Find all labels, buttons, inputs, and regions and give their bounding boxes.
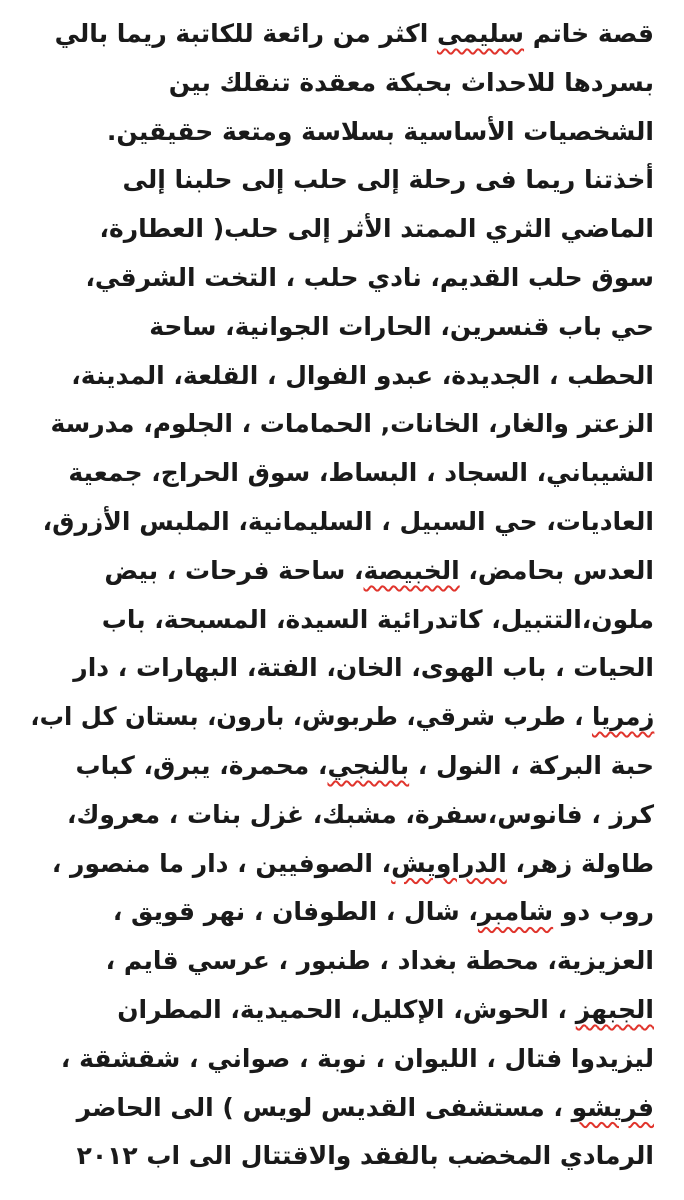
text-line [30,986,654,1035]
line-content [52,840,654,888]
text-line [30,156,654,205]
text-line [30,547,654,596]
text-segment: ليزيدوا فتال ، الليوان ، نوبة ، صواني ، شقشقة ، [60,1043,654,1073]
misspelled-word: الخبيصة [363,555,460,585]
text-segment: حبة البركة ، النول ، [409,750,654,780]
misspelled-word: زمريا [591,702,654,732]
text-line [30,449,654,498]
line-content [76,742,654,790]
line-content [107,108,654,156]
text-segment: اكثر من رائعة للكاتبة ريما بالي [54,19,437,48]
line-content [73,644,654,692]
text-line [30,1035,654,1084]
line-content [149,303,654,351]
text-line [30,352,654,401]
misspelled-word: الدراويش [391,848,507,878]
text-segment: الشيباني، السجاد ، البساط، سوق الحراج، جمعية [68,458,654,488]
text-line [30,791,654,840]
text-line [30,205,654,254]
line-content [68,449,654,497]
text-line [30,10,654,59]
line-content [117,986,654,1034]
text-segment: ، محمرة، يبرق، كباب [75,750,328,780]
text-line [30,59,654,108]
line-content [100,205,654,253]
line-content [113,888,654,936]
text-segment: قصة خاتم [524,19,654,48]
text-segment: الزعتر والغار، الخانات, الحمامات ، الجلوم، مدرسة [50,409,654,439]
line-content [67,791,654,839]
text-segment: بسردها للاحداث بحبكة معقدة تنقلك بين [168,67,654,97]
text-line [30,1132,654,1181]
line-content [43,498,654,546]
text-segment: ، ساحة فرحات ، بيض [104,555,364,585]
text-segment: كرز ، فانوس،سفرة، مشبك، غزل بنات ، معروك، [66,799,654,829]
text-segment: حي باب قنسرين، الحارات الجوانية، ساحة [149,311,654,341]
misspelled-word: سليمى [436,19,525,48]
line-content [123,156,654,204]
text-segment: ، الحوش، الإكليل، الحميدية، المطران [117,994,576,1024]
text-segment: العزيزية، محطة بغداد ، طنبور ، عرسي قايم ، [105,946,654,976]
text-line [30,742,654,791]
line-content [106,937,654,985]
line-content [77,1132,654,1180]
misspelled-word: فريشو [571,1092,654,1122]
text-segment: الحيات ، باب الهوى، الخان، الفتة، البهارات ، دار [73,653,654,683]
line-content [55,10,654,58]
text-line [30,596,654,645]
text-line [30,693,654,742]
line-content [169,59,654,107]
line-content [102,596,654,644]
line-content [61,1035,654,1083]
text-line [30,108,654,157]
misspelled-word: بالنجي [327,750,410,780]
text-segment: أخذتنا ريما فى رحلة إلى حلب إلى حلبنا إلى [122,165,654,195]
text-segment: الحطب ، الجديدة، عبدو الفوال ، القلعة، المدينة، [71,360,654,390]
text-segment: سوق حلب القديم، نادي حلب ، التخت الشرقي، [85,262,654,292]
text-segment: ، طرب شرقي، طربوش، بارون، بستان كل اب، [30,702,592,732]
text-line [30,888,654,937]
text-segment: العدس بحامض، [459,555,654,585]
text-line [30,400,654,449]
misspelled-word: الجبهز [575,994,654,1024]
text-line [30,644,654,693]
text-segment: الرمادي المخضب بالفقد والاقتتال الى اب ٢٠١٢ [76,1141,654,1171]
text-segment: الشخصيات الأساسية بسلاسة ومتعة حقيقين. [106,116,654,146]
line-content [71,352,654,400]
text-segment: ، الصوفيين ، دار ما منصور ، [51,848,392,878]
text-segment: روب دو [553,897,654,927]
text-segment: ملون،التتبيل، كاتدرائية السيدة، المسبحة، باب [101,604,654,634]
text-line [30,937,654,986]
text-line [30,254,654,303]
text-line [30,1084,654,1133]
text-segment: ، مستشفى القديس لويس ) الى الحاضر [76,1092,572,1122]
text-segment: ، شال ، الطوفان ، نهر قويق ، [112,897,478,927]
document-body [30,10,654,1181]
line-content [104,547,654,595]
line-content [85,254,654,302]
text-segment: الماضي الثري الممتد الأثر إلى حلب( العطارة، [99,214,654,244]
misspelled-word: شامبر [477,897,554,927]
text-segment: العاديات، حي السبيل ، السليمانية، الملبس الأزرق، [42,506,654,536]
line-content [77,1084,654,1132]
line-content [30,693,654,741]
line-content [50,400,654,448]
text-line [30,303,654,352]
text-segment: طاولة زهر، [506,848,654,878]
text-line [30,840,654,889]
text-line [30,498,654,547]
